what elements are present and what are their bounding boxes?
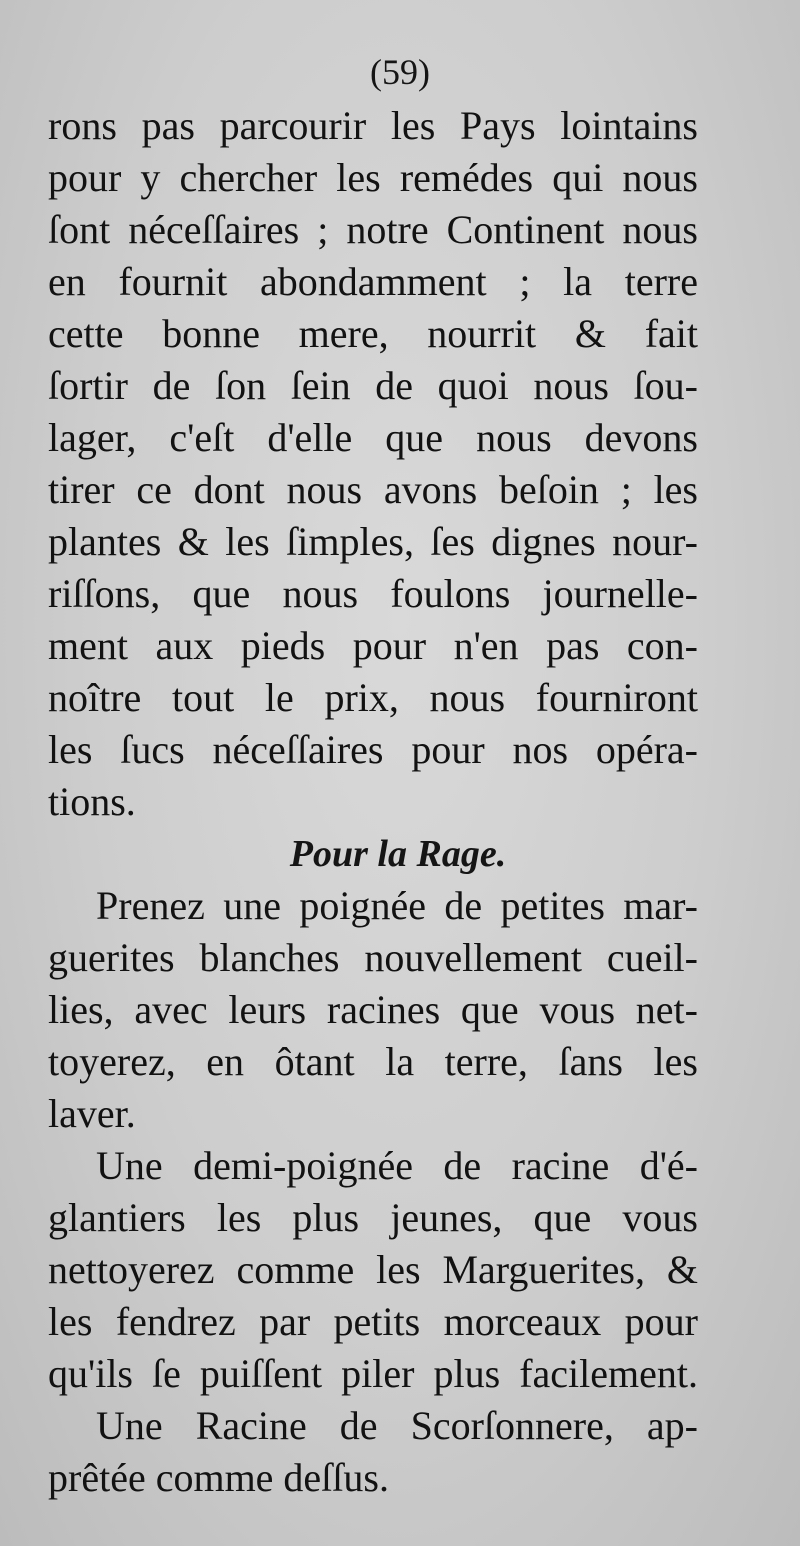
page-text xyxy=(48,100,698,1504)
text-line: riſſons, que nous foulons journelle- xyxy=(48,571,698,616)
text-line: qu'ils ſe puiſſent piler plus facilement. xyxy=(48,1351,698,1396)
text-line: lies, avec leurs racines que vous net- xyxy=(48,987,698,1032)
text-line: Une demi-poignée de racine d'é- xyxy=(96,1143,698,1188)
text-line: en fournit abondamment ; la terre xyxy=(48,259,698,304)
page-number: (59) xyxy=(370,52,430,92)
text-line: laver. xyxy=(48,1091,136,1136)
text-line: nettoyerez comme les Marguerites, & xyxy=(48,1247,698,1292)
text-line: ſont néceſſaires ; notre Continent nous xyxy=(48,207,698,252)
text-line: Une Racine de Scorſonnere, ap- xyxy=(96,1403,698,1448)
text-line: Prenez une poignée de petites mar- xyxy=(96,883,698,928)
text-line: les ſucs néceſſaires pour nos opéra- xyxy=(48,727,698,772)
text-line: noître tout le prix, nous fourniront xyxy=(48,675,698,720)
text-line: rons pas parcourir les Pays lointains xyxy=(48,103,698,148)
text-line: glantiers les plus jeunes, que vous xyxy=(48,1195,698,1240)
text-line: ſortir de ſon ſein de quoi nous ſou- xyxy=(48,363,698,408)
text-line: les fendrez par petits morceaux pour xyxy=(48,1299,698,1344)
text-line: guerites blanches nouvellement cueil- xyxy=(48,935,698,980)
text-line: pour y chercher les remédes qui nous xyxy=(48,155,698,200)
text-line: ment aux pieds pour n'en pas con- xyxy=(48,623,698,668)
text-line: cette bonne mere, nourrit & fait xyxy=(48,311,698,356)
text-line: plantes & les ſimples, ſes dignes nour- xyxy=(48,519,698,564)
text-line: tions. xyxy=(48,779,136,824)
text-line: toyerez, en ôtant la terre, ſans les xyxy=(48,1039,698,1084)
text-line: tirer ce dont nous avons beſoin ; les xyxy=(48,467,698,512)
text-line: lager, c'eſt d'elle que nous devons xyxy=(48,415,698,460)
section-heading: Pour la Rage. xyxy=(289,833,507,875)
text-line: prêtée comme deſſus. xyxy=(48,1455,389,1500)
